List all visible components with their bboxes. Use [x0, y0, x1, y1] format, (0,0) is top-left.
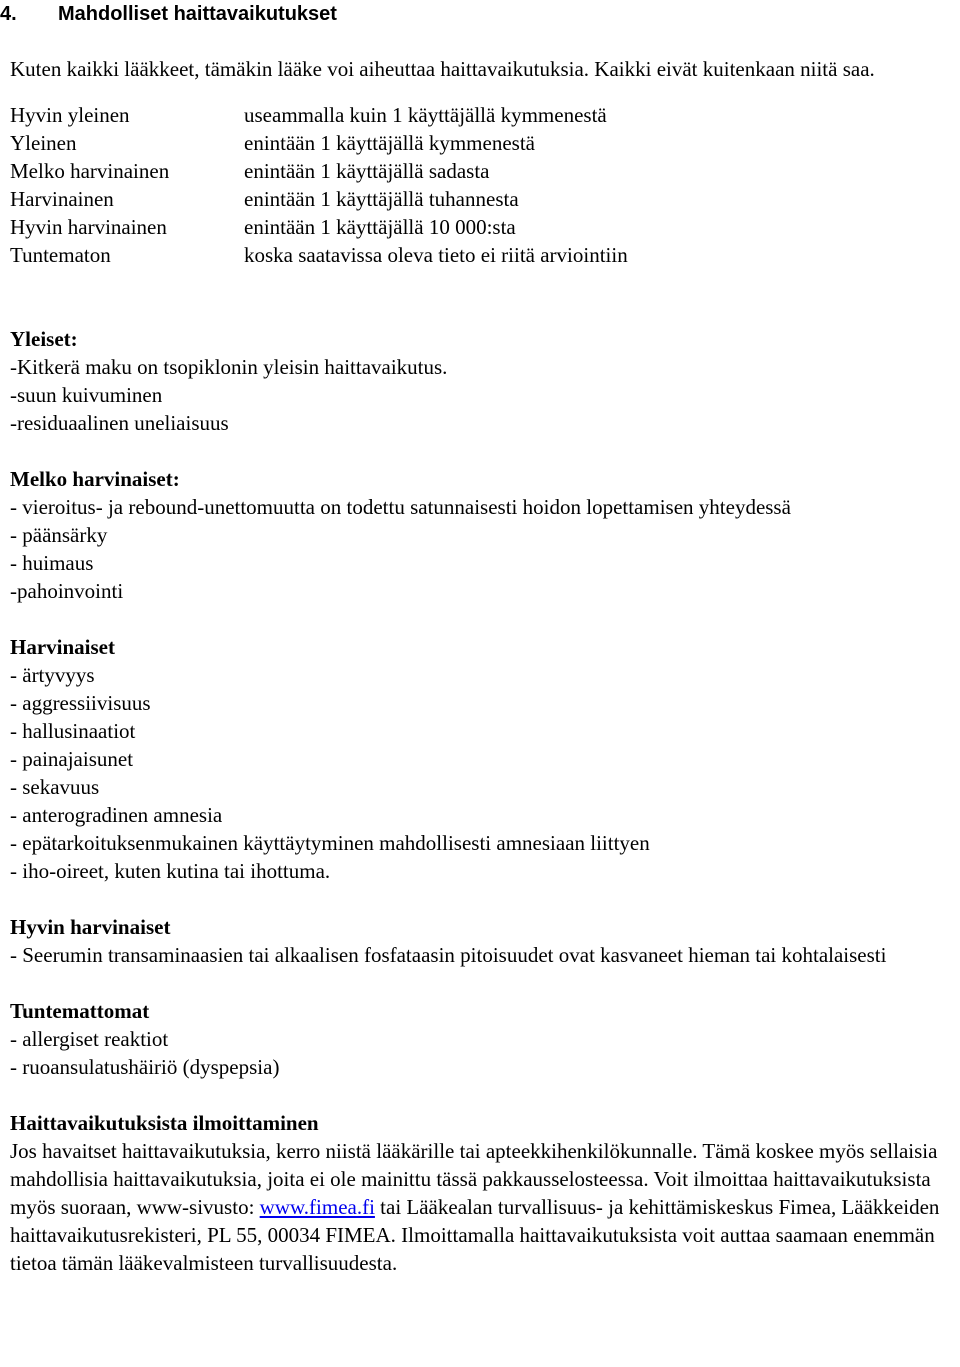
- reporting-section: [10, 1109, 955, 1277]
- frequency-row: [10, 241, 955, 269]
- list-item: - päänsärky: [10, 523, 108, 547]
- frequency-row: [10, 101, 955, 129]
- list-item: - aggressiivisuus: [10, 691, 151, 715]
- frequency-description: enintään 1 käyttäjällä 10 000:sta: [244, 215, 516, 239]
- frequency-label: Yleinen: [10, 131, 77, 155]
- section-title: Mahdolliset haittavaikutukset: [58, 3, 337, 25]
- very-rare-section: [10, 913, 955, 969]
- frequency-table: [10, 101, 955, 269]
- list-item: -Kitkerä maku on tsopiklonin yleisin haittavaikutus.: [10, 355, 448, 379]
- frequency-description: useammalla kuin 1 käyttäjällä kymmenestä: [244, 103, 607, 127]
- reporting-text-continued: tai Lääkealan turvallisuus- ja kehittämiskeskus Fimea, Lääkkeiden haittavaikutusrekisteri, PL 55, 00034 FIMEA. Ilmoittamalla haittavaikutuksista voit auttaa saamaan enemmän tietoa tämän lääkevalmisteen turvallisuudesta.: [10, 1195, 940, 1275]
- frequency-label: Harvinainen: [10, 187, 114, 211]
- frequency-description: enintään 1 käyttäjällä tuhannesta: [244, 187, 519, 211]
- rare-section: [10, 633, 955, 885]
- section-number: 4.: [0, 3, 17, 25]
- intro-paragraph: Kuten kaikki lääkkeet, tämäkin lääke voi aiheuttaa haittavaikutuksia. Kaikki eivät kuitenkaan niitä saa.: [10, 57, 875, 81]
- reporting-title: Haittavaikutuksista ilmoittaminen: [10, 1111, 319, 1135]
- frequency-row: [10, 213, 955, 241]
- frequency-label: Hyvin yleinen: [10, 103, 130, 127]
- list-item: - vieroitus- ja rebound-unettomuutta on todettu satunnaisesti hoidon lopettamisen yhteydessä: [10, 495, 791, 519]
- list-item: - allergiset reaktiot: [10, 1027, 169, 1051]
- frequency-description: enintään 1 käyttäjällä kymmenestä: [244, 131, 535, 155]
- section-heading: [0, 0, 955, 28]
- frequency-description: enintään 1 käyttäjällä sadasta: [244, 159, 490, 183]
- frequency-row: [10, 185, 955, 213]
- list-item: - anterogradinen amnesia: [10, 803, 223, 827]
- common-section: [10, 325, 955, 437]
- list-item: - huimaus: [10, 551, 94, 575]
- list-item: - sekavuus: [10, 775, 100, 799]
- list-item: - ärtyvyys: [10, 663, 95, 687]
- reporting-paragraph: [10, 1137, 955, 1277]
- list-item: - epätarkoituksenmukainen käyttäytyminen mahdollisesti amnesiaan liittyen: [10, 831, 650, 855]
- frequency-label: Tuntematon: [10, 243, 111, 267]
- list-item: -pahoinvointi: [10, 579, 124, 603]
- list-item: - iho-oireet, kuten kutina tai ihottuma.: [10, 859, 331, 883]
- uncommon-title: Melko harvinaiset:: [10, 467, 180, 491]
- frequency-label: Hyvin harvinainen: [10, 215, 167, 239]
- frequency-description: koska saatavissa oleva tieto ei riitä arviointiin: [244, 243, 628, 267]
- list-item: - ruoansulatushäiriö (dyspepsia): [10, 1055, 280, 1079]
- uncommon-section: [10, 465, 955, 605]
- frequency-row: [10, 129, 955, 157]
- very-rare-title: Hyvin harvinaiset: [10, 915, 171, 939]
- common-title: Yleiset:: [10, 327, 78, 351]
- fimea-link[interactable]: www.fimea.fi: [259, 1195, 375, 1219]
- rare-title: Harvinaiset: [10, 635, 115, 659]
- list-item: - Seerumin transaminaasien tai alkaalisen fosfataasin pitoisuudet ovat kasvaneet hieman tai kohtalaisesti: [10, 943, 887, 967]
- list-item: - painajaisunet: [10, 747, 134, 771]
- unknown-section: [10, 997, 955, 1081]
- list-item: -suun kuivuminen: [10, 383, 163, 407]
- frequency-label: Melko harvinainen: [10, 159, 170, 183]
- list-item: - hallusinaatiot: [10, 719, 136, 743]
- list-item: -residuaalinen uneliaisuus: [10, 411, 229, 435]
- unknown-title: Tuntemattomat: [10, 999, 150, 1023]
- reporting-text: Jos havaitset haittavaikutuksia, kerro niistä lääkärille tai apteekkihenkilökunnalle. Tämä koskee myös sellaisia mahdollisia haittavaikutuksia, joita ei ole mainittu tässä pakkausselosteessa. Voit ilmoittaa haittavaikutuksista myös suoraan, www-sivusto:: [10, 1139, 938, 1219]
- frequency-row: [10, 157, 955, 185]
